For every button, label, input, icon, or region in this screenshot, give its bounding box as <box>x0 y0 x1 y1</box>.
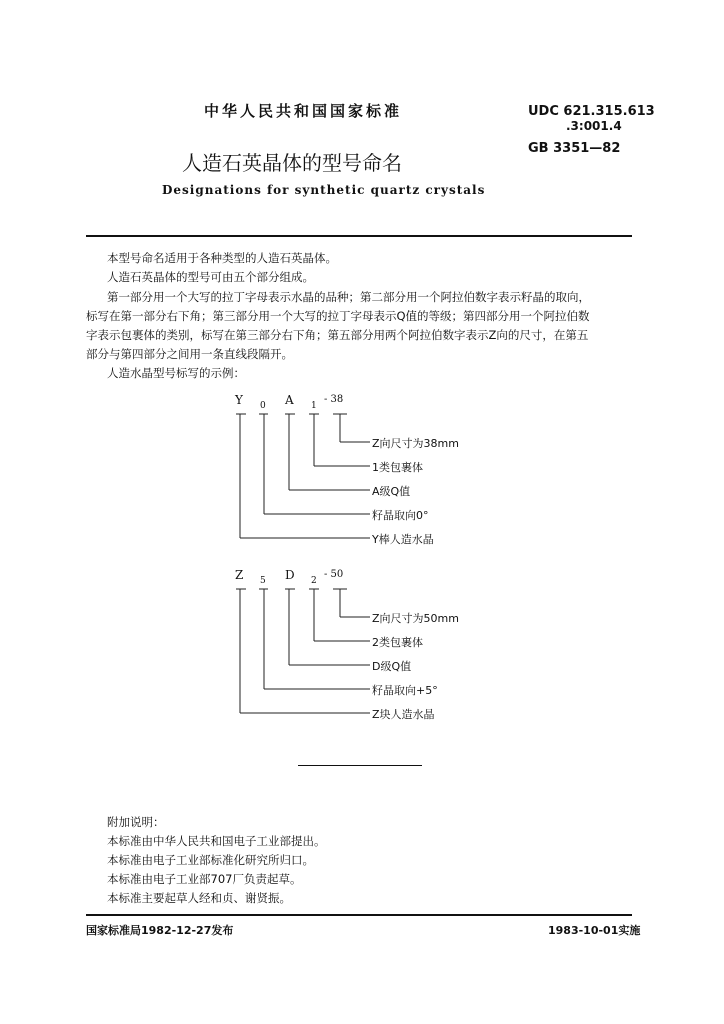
example2-label-q-grade: D级Q值 <box>372 660 412 673</box>
paragraph-example-intro: 人造水晶型号标写的示例： <box>107 366 245 380</box>
example2-q-grade: D <box>285 568 295 582</box>
example1-inclusion-class: 1 <box>311 401 317 411</box>
example2-inclusion-class: 2 <box>311 576 317 586</box>
example2-variety-letter: Z <box>235 568 244 582</box>
example1-label-q-grade: A级Q值 <box>372 485 411 498</box>
notes-heading: 附加说明： <box>107 815 165 829</box>
section-divider <box>298 765 422 766</box>
example1-label-orientation: 籽晶取向0° <box>372 509 429 522</box>
example2-label-z-size: Z向尺寸为50mm <box>372 612 459 625</box>
paragraph-parts: 人造石英晶体的型号可由五个部分组成。 <box>107 270 314 284</box>
example2-label-orientation: 籽晶取向+5° <box>372 684 438 697</box>
page-title-english: Designations for synthetic quartz crystals <box>162 183 486 197</box>
example2-seed-orientation: 5 <box>260 576 266 586</box>
notes-proposer: 本标准由中华人民共和国电子工业部提出。 <box>107 834 326 848</box>
notes-administrator: 本标准由电子工业部标准化研究所归口。 <box>107 853 314 867</box>
example1-seed-orientation: 0 <box>260 401 266 411</box>
issuing-authority: 中华人民共和国国家标准 <box>204 102 403 120</box>
effective-date: 1983-10-01实施 <box>548 924 641 937</box>
example1-label-z-size: Z向尺寸为38mm <box>372 437 459 450</box>
paragraph-rules-line3: 字表示包裹体的类别，标写在第三部分右下角；第五部分用两个阿拉伯数字表示Z向的尺寸，在第五 <box>86 328 589 342</box>
paragraph-rules-line1: 第一部分用一个大写的拉丁字母表示水晶的品种；第二部分用一个阿拉伯数字表示籽晶的取向， <box>107 290 590 304</box>
example1-q-grade: A <box>285 393 294 407</box>
example1-variety-letter: Y <box>235 393 243 407</box>
publish-date: 国家标准局1982-12-27发布 <box>86 924 234 937</box>
page-title: 人造石英晶体的型号命名 <box>182 151 402 175</box>
example2-label-inclusion: 2类包裹体 <box>372 636 423 649</box>
notes-drafter: 本标准由电子工业部707厂负责起草。 <box>107 872 302 886</box>
paragraph-rules-line4: 部分与第四部分之间用一条直线段隔开。 <box>86 347 293 361</box>
udc-code: UDC 621.315.613 <box>528 104 655 119</box>
example1-label-variety: Y棒人造水晶 <box>372 533 434 546</box>
notes-authors: 本标准主要起草人经和贞、谢贤振。 <box>107 891 291 905</box>
example2-z-size: - 50 <box>324 569 344 580</box>
gb-number: GB 3351—82 <box>528 141 621 156</box>
example1-label-inclusion: 1类包裹体 <box>372 461 423 474</box>
footer-rule <box>86 914 632 916</box>
paragraph-rules-line2: 标写在第一部分右下角；第三部分用一个大写的拉丁字母表示Q值的等级；第四部分用一个阿拉伯数 <box>86 309 590 323</box>
paragraph-scope: 本型号命名适用于各种类型的人造石英晶体。 <box>107 251 337 265</box>
udc-code-cont: .3:001.4 <box>566 119 622 133</box>
example1-z-size: - 38 <box>324 394 344 405</box>
example2-label-variety: Z块人造水晶 <box>372 708 435 721</box>
